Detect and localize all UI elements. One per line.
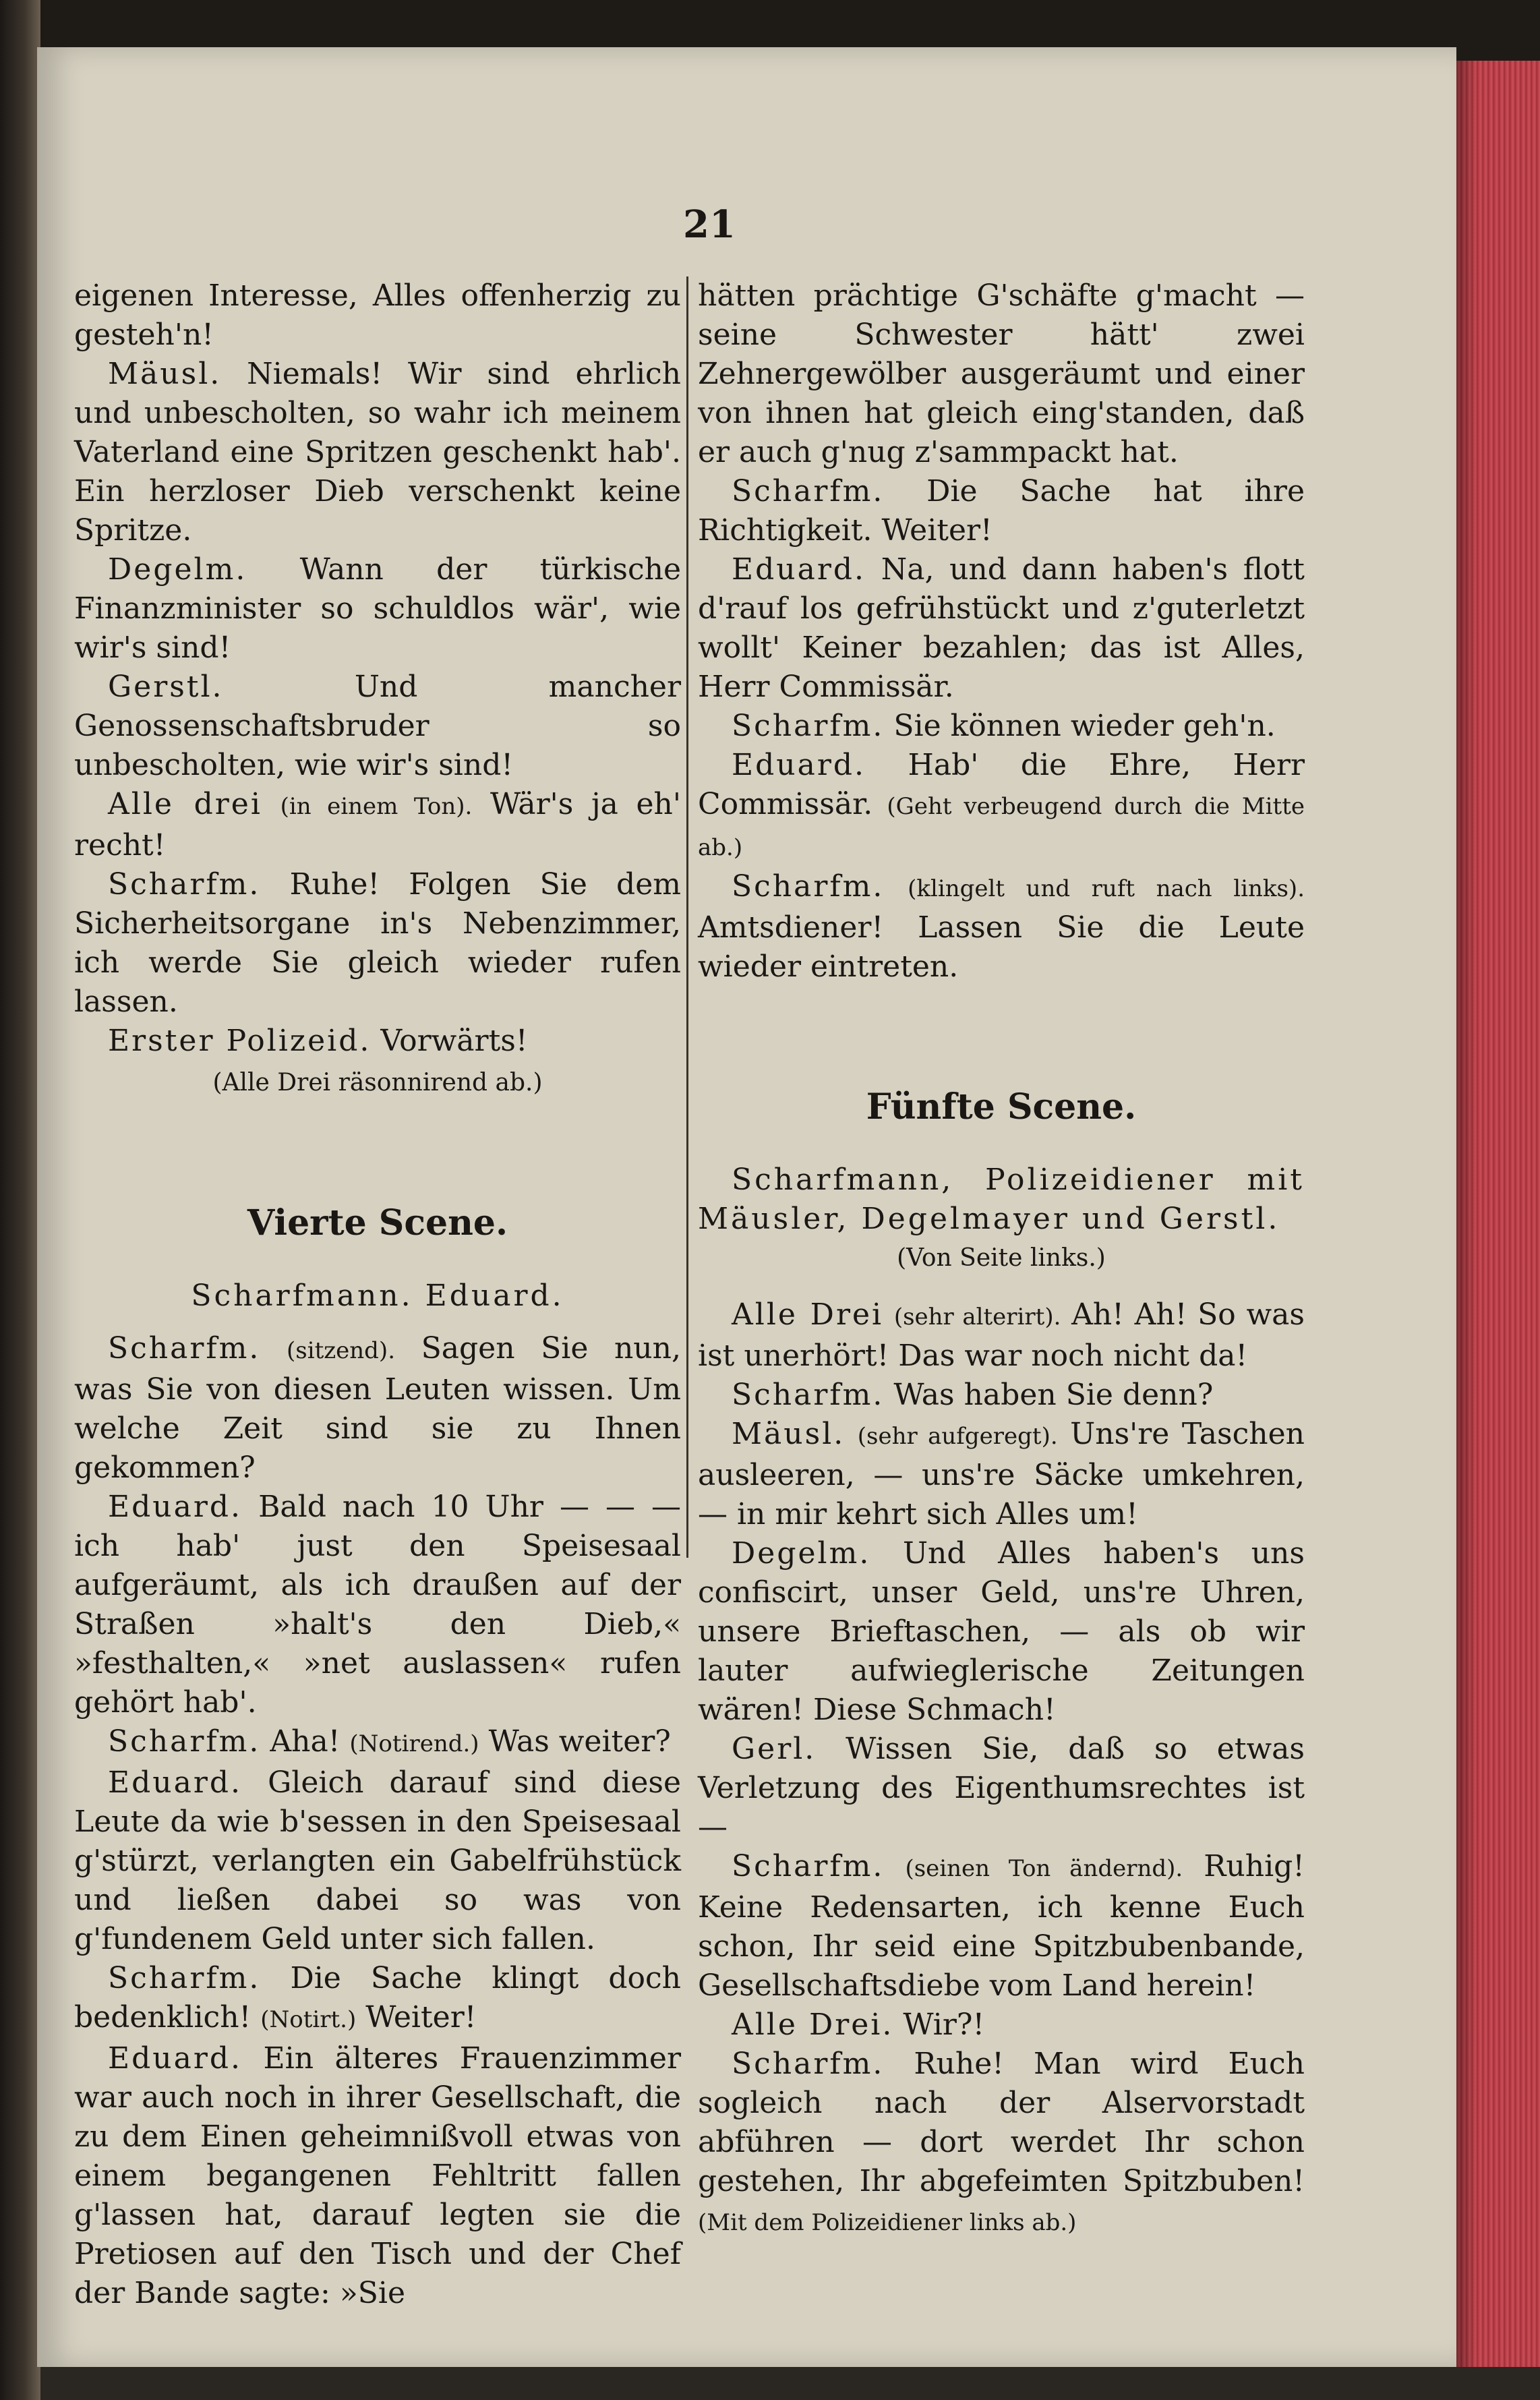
speaker: Eduard. xyxy=(732,552,866,587)
paragraph: Scharfm. Aha! (Notirend.) Was weiter? xyxy=(108,1724,671,1759)
speaker: Scharfm. xyxy=(732,2047,885,2081)
paragraph: Mäusl. Niemals! Wir sind ehrlich und unbescholten, so wahr ich meinem Vaterland eine Spritzen geschenkt hab'. Ein herzloser Dieb verschenkt keine Spritze. xyxy=(74,357,681,548)
speaker: Gerl. xyxy=(732,1732,817,1766)
stage-direction: (klingelt und ruft nach links). xyxy=(908,875,1305,902)
speaker: Scharfm. xyxy=(732,1849,885,1883)
scene-title: Fünfte Scene. xyxy=(866,1086,1137,1128)
stage-direction: (sehr alterirt). xyxy=(893,1304,1061,1330)
paragraph: Gerstl. Und mancher Genossenschaftsbruder so unbescholten, wie wir's sind! xyxy=(74,670,681,782)
paragraph: Scharfm. Ruhe! Folgen Sie dem Sicherheitsorgane in's Nebenzimmer, ich werde Sie gleich wieder rufen lassen. xyxy=(74,867,681,1019)
paragraph: eigenen Interesse, Alles offenherzig zu gesteh'n! xyxy=(74,279,681,352)
speaker: Mäusl. xyxy=(108,357,222,391)
paragraph: Scharfm. Die Sache klingt doch bedenklich! (Notirt.) Weiter! xyxy=(74,1961,681,2035)
paragraph: Degelm. Und Alles haben's uns confiscirt, unser Geld, uns're Uhren, unsere Brieftaschen, — als ob wir lauter aufwieglerische Zeitungen wären! Diese Schmach! xyxy=(698,1536,1305,1727)
paragraph: Erster Polizeid. Vorwärts! xyxy=(108,1024,528,1058)
speaker: Scharfm. xyxy=(732,474,885,508)
paragraph: Eduard. Na, und dann haben's flott d'rauf los gefrühstückt und z'guterletzt wollt' Keiner bezahlen; das ist Alles, Herr Commissär. xyxy=(698,552,1305,704)
speaker: Eduard. xyxy=(108,2041,243,2076)
cast-list: Scharfmann, Polizeidiener mit Mäusler, Degelmayer und Gerstl. xyxy=(698,1163,1305,1236)
speaker: Scharfm. xyxy=(732,709,885,743)
stage-direction: (sehr aufgeregt). xyxy=(857,1423,1058,1450)
speaker: Scharfm. xyxy=(108,1961,261,1995)
paragraph: Alle drei (in einem Ton). Wär's ja eh' recht! xyxy=(74,787,681,862)
paragraph: Mäusl. (sehr aufgeregt). Uns're Taschen ausleeren, — uns're Säcke umkehren, — in mir kehrt sich Alles um! xyxy=(698,1417,1305,1531)
paragraph: Eduard. Ein älteres Frauenzimmer war auch noch in ihrer Gesellschaft, die zu dem Einen geheimnißvoll etwas von einem begangenen Fehltritt fallen g'lassen hat, darauf legten sie die Pretiosen auf den Tisch und der Chef der Bande sagte: »Sie xyxy=(74,2041,681,2310)
stage-direction: (Geht verbeugend durch die Mitte ab.) xyxy=(698,793,1305,861)
speaker: Scharfm. xyxy=(108,867,261,902)
speaker: Scharfm. xyxy=(108,1724,261,1759)
speaker: Eduard. xyxy=(108,1490,243,1524)
paragraph: Eduard. Gleich darauf sind diese Leute da wie b'sessen in den Speisesaal g'stürzt, verlangten ein Gabelfrühstück und ließen dabei so was von g'fundenem Geld unter sich fallen. xyxy=(74,1765,681,1956)
page-number: 21 xyxy=(683,202,736,247)
speaker: Erster Polizeid. xyxy=(108,1024,372,1058)
paragraph: Alle Drei (sehr alterirt). Ah! Ah! So was ist unerhört! Das war noch nicht da! xyxy=(698,1297,1305,1373)
paragraph: Gerl. Wissen Sie, daß so etwas Verletzung des Eigenthumsrechtes ist — xyxy=(698,1732,1305,1844)
column-divider xyxy=(686,276,688,1558)
paragraph: Scharfm. (klingelt und ruft nach links). Amtsdiener! Lassen Sie die Leute wieder eintreten. xyxy=(698,869,1305,984)
stage-direction: (sitzend). xyxy=(286,1337,396,1364)
speaker: Alle Drei. xyxy=(732,2008,894,2042)
speaker: Scharfm. xyxy=(108,1331,261,1366)
paragraph: Scharfm. (seinen Ton ändernd). Ruhig! Keine Redensarten, ich kenne Euch schon, Ihr seid eine Spitzbubenbande, Gesellschaftsdiebe vom Land herein! xyxy=(698,1849,1305,2003)
speaker: Mäusl. xyxy=(732,1417,846,1451)
paragraph: Eduard. Hab' die Ehre, Herr Commissär. (Geht verbeugend durch die Mitte ab.) xyxy=(698,748,1305,861)
paragraph: Scharfm. Ruhe! Man wird Euch sogleich nach der Alservorstadt abführen — dort werdet Ihr schon gestehen, Ihr abgefeimten Spitzbuben! (Mit dem Polizeidiener links ab.) xyxy=(698,2047,1305,2236)
paragraph: Scharfm. Sie können wieder geh'n. xyxy=(732,709,1276,743)
speaker: Alle Drei xyxy=(732,1297,884,1332)
speaker: Eduard. xyxy=(732,748,866,782)
paragraph: Eduard. Bald nach 10 Uhr — — — ich hab' just den Speisesaal aufgeräumt, als ich draußen auf der Straßen »halt's den Dieb,« »festhalten,« »net auslassen« rufen gehört hab'. xyxy=(74,1490,681,1720)
stage-direction: (Notirt.) xyxy=(260,2006,357,2033)
paragraph: Scharfm. Was haben Sie denn? xyxy=(732,1378,1214,1412)
paragraph: Alle Drei. Wir?! xyxy=(732,2008,985,2042)
stage-direction: (Mit dem Polizeidiener links ab.) xyxy=(698,2209,1077,2236)
speaker: Scharfm. xyxy=(732,1378,885,1412)
paragraph: Scharfm. (sitzend). Sagen Sie nun, was Sie von diesen Leuten wissen. Um welche Zeit sind sie zu Ihnen gekommen? xyxy=(74,1331,681,1485)
left-column xyxy=(74,276,681,2313)
paragraph: hätten prächtige G'schäfte g'macht — seine Schwester hätt' zwei Zehnergewölber ausgeräumt und einer von ihnen hat gleich eing'standen, daß er auch g'nug z'sammpackt hat. xyxy=(698,279,1305,469)
stage-direction: (Notirend.) xyxy=(349,1730,479,1757)
stage-direction: (in einem Ton). xyxy=(280,793,473,820)
book-binding xyxy=(0,0,40,2400)
stage-direction: (Von Seite links.) xyxy=(897,1244,1106,1272)
right-column xyxy=(698,276,1305,2242)
speaker: Degelm. xyxy=(732,1536,871,1571)
speaker: Alle drei xyxy=(108,787,262,821)
speaker: Gerstl. xyxy=(108,670,224,704)
speaker: Scharfm. xyxy=(732,869,885,904)
scene-title: Vierte Scene. xyxy=(247,1202,508,1243)
stage-direction: (Alle Drei räsonnirend ab.) xyxy=(212,1069,543,1096)
cast-list: Scharfmann. Eduard. xyxy=(191,1279,564,1313)
paragraph: Degelm. Wann der türkische Finanzminister so schuldlos wär', wie wir's sind! xyxy=(74,552,681,665)
speaker: Degelm. xyxy=(108,552,247,587)
stage-direction: (seinen Ton ändernd). xyxy=(905,1855,1183,1882)
speaker: Eduard. xyxy=(108,1765,243,1800)
paragraph: Scharfm. Die Sache hat ihre Richtigkeit. Weiter! xyxy=(698,474,1305,548)
